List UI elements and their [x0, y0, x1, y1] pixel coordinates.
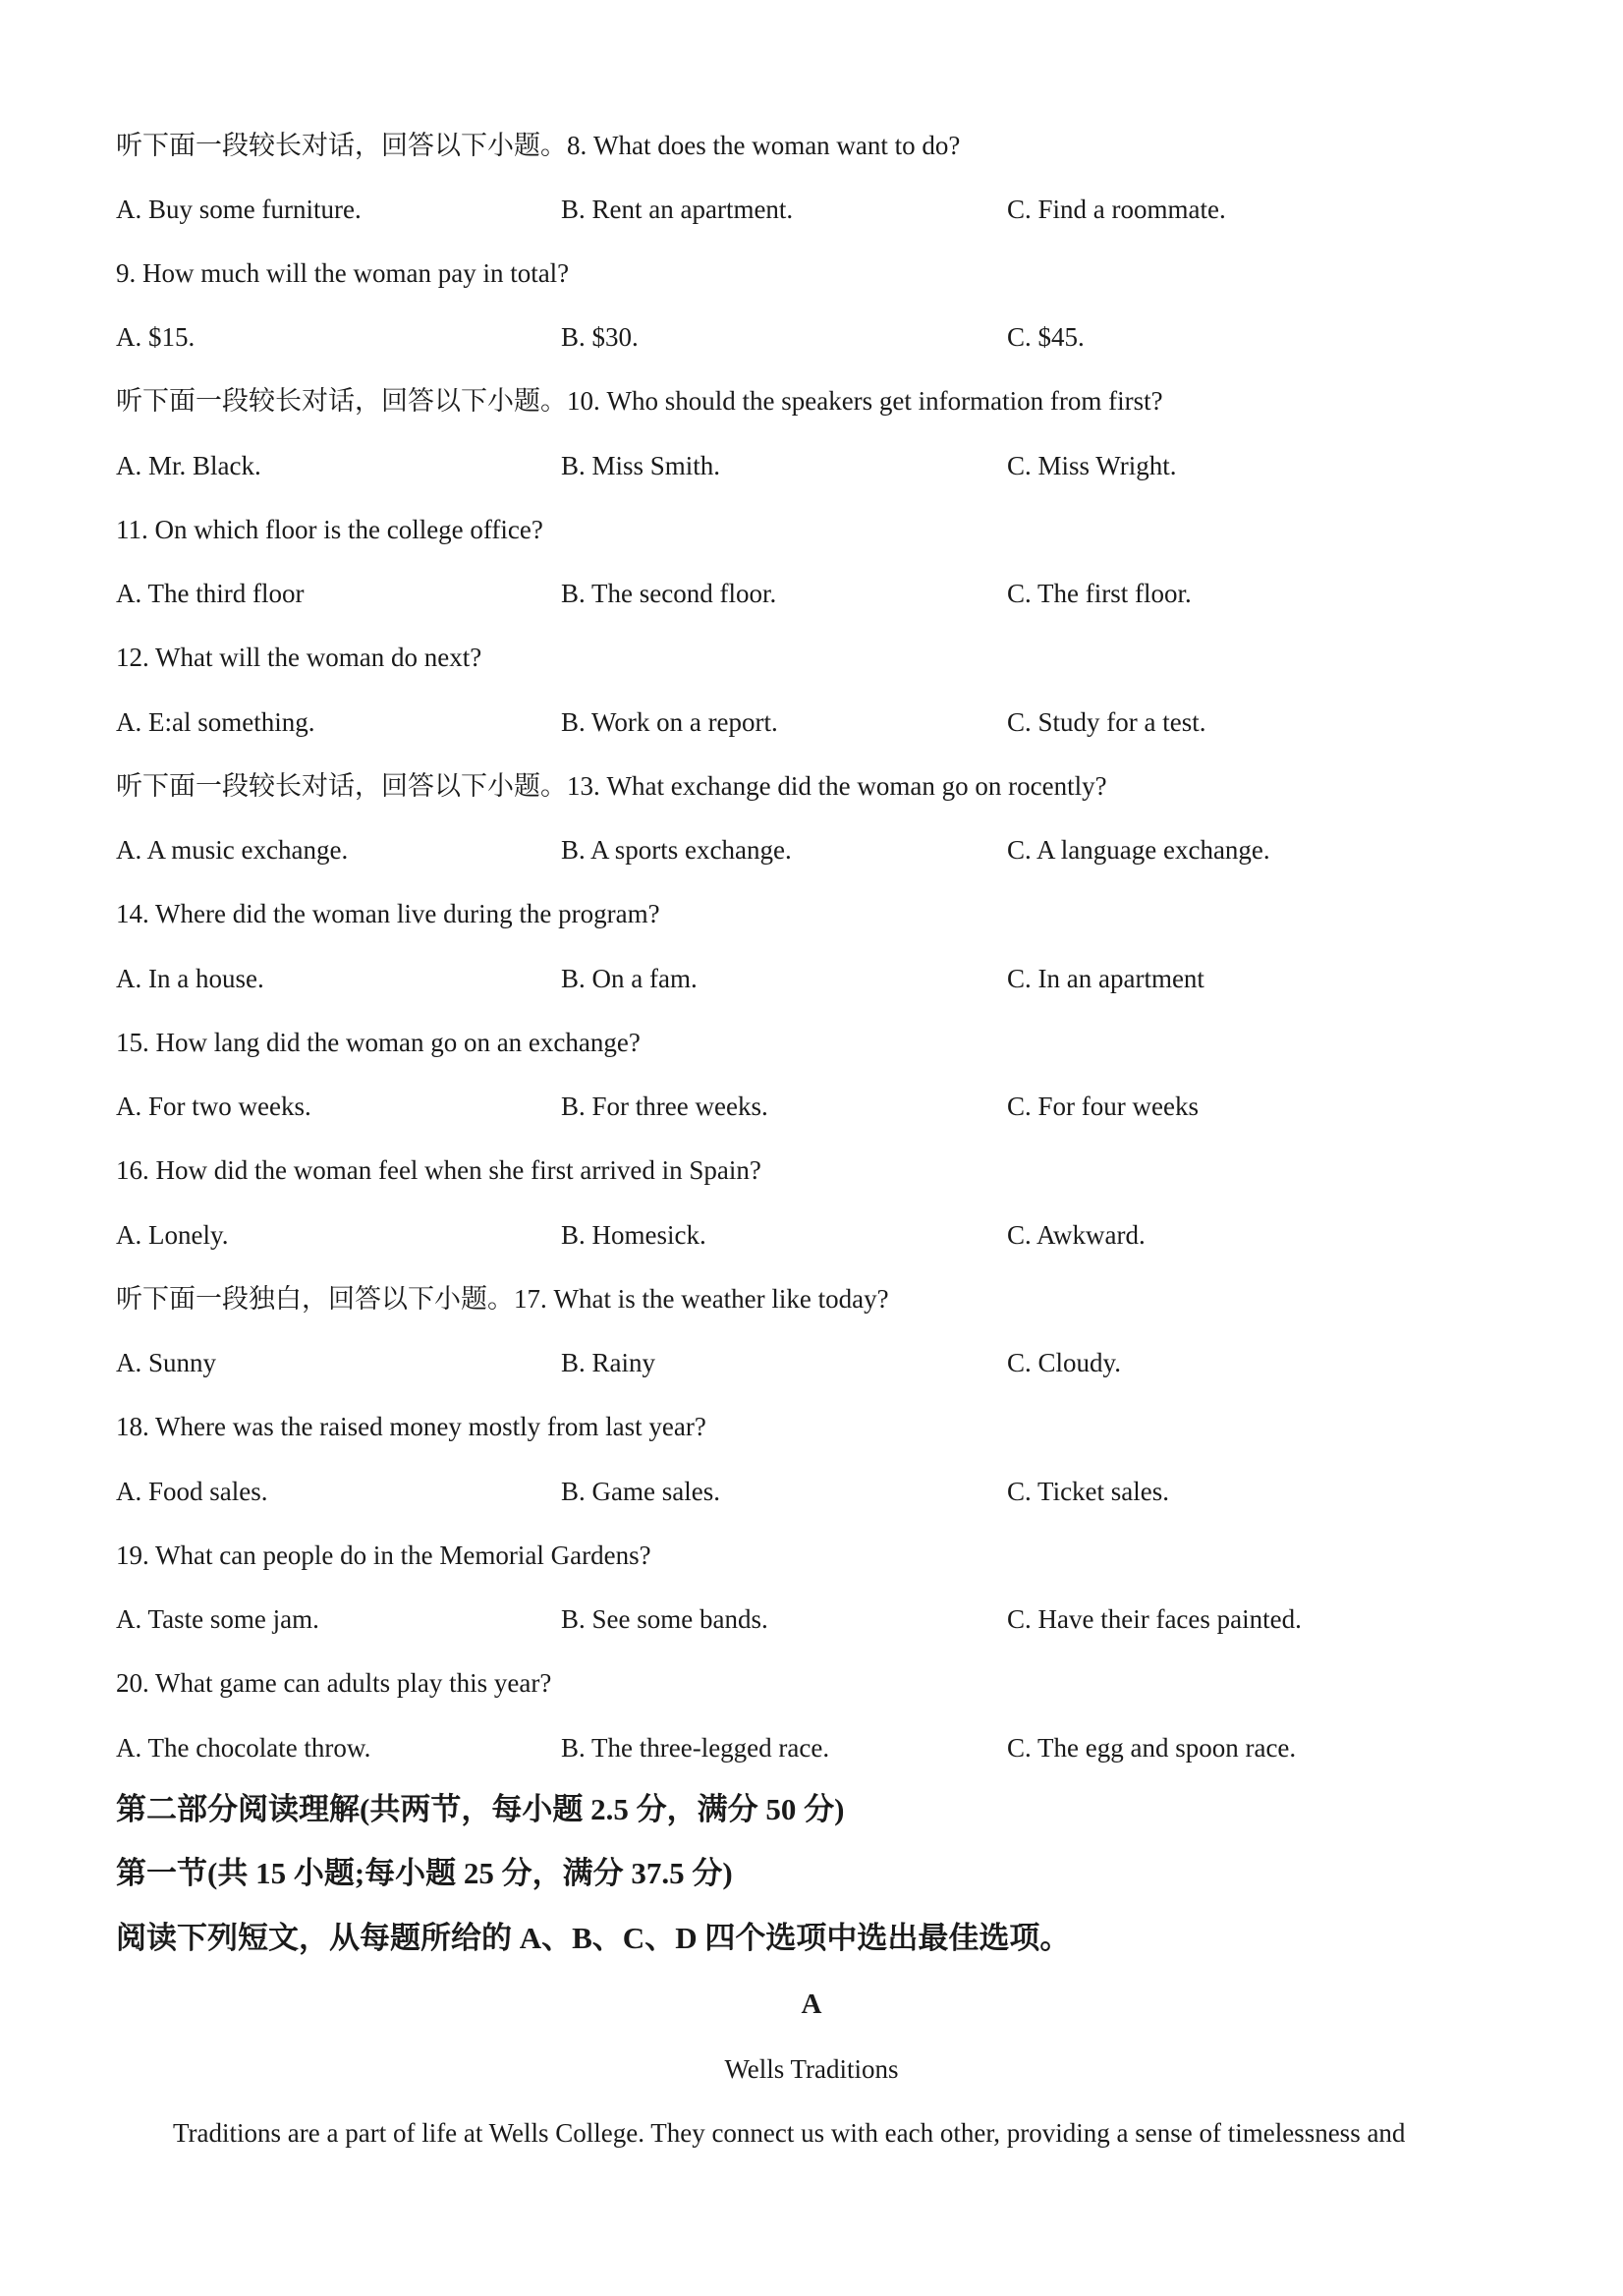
option-b: B. For three weeks.	[561, 1092, 768, 1121]
option-c: C. Awkward.	[1007, 1220, 1146, 1250]
option-c: C. In an apartment	[1007, 964, 1204, 993]
options-row	[0, 1601, 1623, 1637]
option-c: C. Cloudy.	[1007, 1348, 1122, 1377]
option-a: A. Taste some jam.	[116, 1604, 319, 1634]
option-a: A. For two weeks.	[116, 1092, 311, 1121]
options-row	[0, 1474, 1623, 1509]
option-b: B. $30.	[561, 322, 639, 352]
question-stem: 12. What will the woman do next?	[116, 643, 482, 672]
option-b: B. The three-legged race.	[561, 1733, 830, 1763]
option-b: B. Game sales.	[561, 1477, 720, 1506]
question-stem: 听下面一段较长对话，回答以下小题。10. Who should the speakers get information from first?	[116, 386, 1163, 416]
options-row	[0, 704, 1623, 740]
section-instruction: 阅读下列短文，从每题所给的 A、B、C、D 四个选项中选出最佳选项。	[116, 1921, 1071, 1955]
option-c: C. Miss Wright.	[1007, 451, 1177, 480]
option-a: A. Food sales.	[116, 1477, 268, 1506]
option-a: A. Buy some furniture.	[116, 195, 362, 224]
option-a: A. Sunny	[116, 1348, 217, 1377]
option-b: B. See some bands.	[561, 1604, 768, 1634]
question-stem: 听下面一段独白，回答以下小题。17. What is the weather like today?	[116, 1284, 889, 1314]
option-b: B. Rainy	[561, 1348, 656, 1377]
passage-letter: A	[801, 1988, 822, 2020]
option-c: C. $45.	[1007, 322, 1085, 352]
option-b: B. Work on a report.	[561, 707, 778, 737]
options-row	[0, 1217, 1623, 1253]
options-row	[0, 961, 1623, 996]
question-stem: 9. How much will the woman pay in total?	[116, 258, 570, 288]
options-row	[0, 1345, 1623, 1380]
question-stem: 听下面一段较长对话，回答以下小题。13. What exchange did the woman go on rocently?	[116, 771, 1107, 801]
option-c: C. The first floor.	[1007, 579, 1192, 608]
option-a: A. In a house.	[116, 964, 264, 993]
option-c: C. Study for a test.	[1007, 707, 1206, 737]
options-row	[0, 319, 1623, 355]
options-row	[0, 192, 1623, 227]
option-a: A. A music exchange.	[116, 835, 349, 865]
section-heading: 第二部分阅读理解(共两节，每小题 2.5 分，满分 50 分)	[116, 1792, 845, 1826]
option-b: B. On a fam.	[561, 964, 698, 993]
options-row	[0, 1089, 1623, 1124]
option-c: C. Have their faces painted.	[1007, 1604, 1302, 1634]
question-stem: 18. Where was the raised money mostly from last year?	[116, 1412, 706, 1441]
question-stem: 14. Where did the woman live during the program?	[116, 899, 660, 928]
section-subheading: 第一节(共 15 小题;每小题 25 分，满分 37.5 分)	[116, 1856, 733, 1890]
question-stem: 15. How lang did the woman go on an exchange?	[116, 1028, 641, 1057]
option-c: C. For four weeks	[1007, 1092, 1199, 1121]
question-stem: 听下面一段较长对话，回答以下小题。8. What does the woman want to do?	[116, 131, 961, 160]
passage-title: Wells Traditions	[724, 2054, 899, 2084]
question-stem: 11. On which floor is the college office?	[116, 515, 543, 544]
option-b: B. A sports exchange.	[561, 835, 792, 865]
option-b: B. Rent an apartment.	[561, 195, 794, 224]
option-a: A. Lonely.	[116, 1220, 229, 1250]
question-stem: 20. What game can adults play this year?	[116, 1668, 552, 1698]
option-c: C. The egg and spoon race.	[1007, 1733, 1297, 1763]
option-a: A. The third floor	[116, 579, 305, 608]
question-stem: 19. What can people do in the Memorial Gardens?	[116, 1540, 651, 1570]
options-row	[0, 576, 1623, 611]
passage-text: Traditions are a part of life at Wells College. They connect us with each other, providing a sense of timelessness and	[173, 2118, 1406, 2148]
question-stem: 16. How did the woman feel when she first arrived in Spain?	[116, 1155, 761, 1185]
option-b: B. The second floor.	[561, 579, 777, 608]
option-b: B. Miss Smith.	[561, 451, 721, 480]
option-c: C. A language exchange.	[1007, 835, 1270, 865]
options-row	[0, 448, 1623, 483]
option-a: A. $15.	[116, 322, 196, 352]
option-a: A. E:al something.	[116, 707, 315, 737]
option-a: A. Mr. Black.	[116, 451, 261, 480]
options-row	[0, 832, 1623, 868]
option-a: A. The chocolate throw.	[116, 1733, 371, 1763]
option-b: B. Homesick.	[561, 1220, 706, 1250]
options-row	[0, 1730, 1623, 1765]
option-c: C. Ticket sales.	[1007, 1477, 1170, 1506]
option-c: C. Find a roommate.	[1007, 195, 1226, 224]
